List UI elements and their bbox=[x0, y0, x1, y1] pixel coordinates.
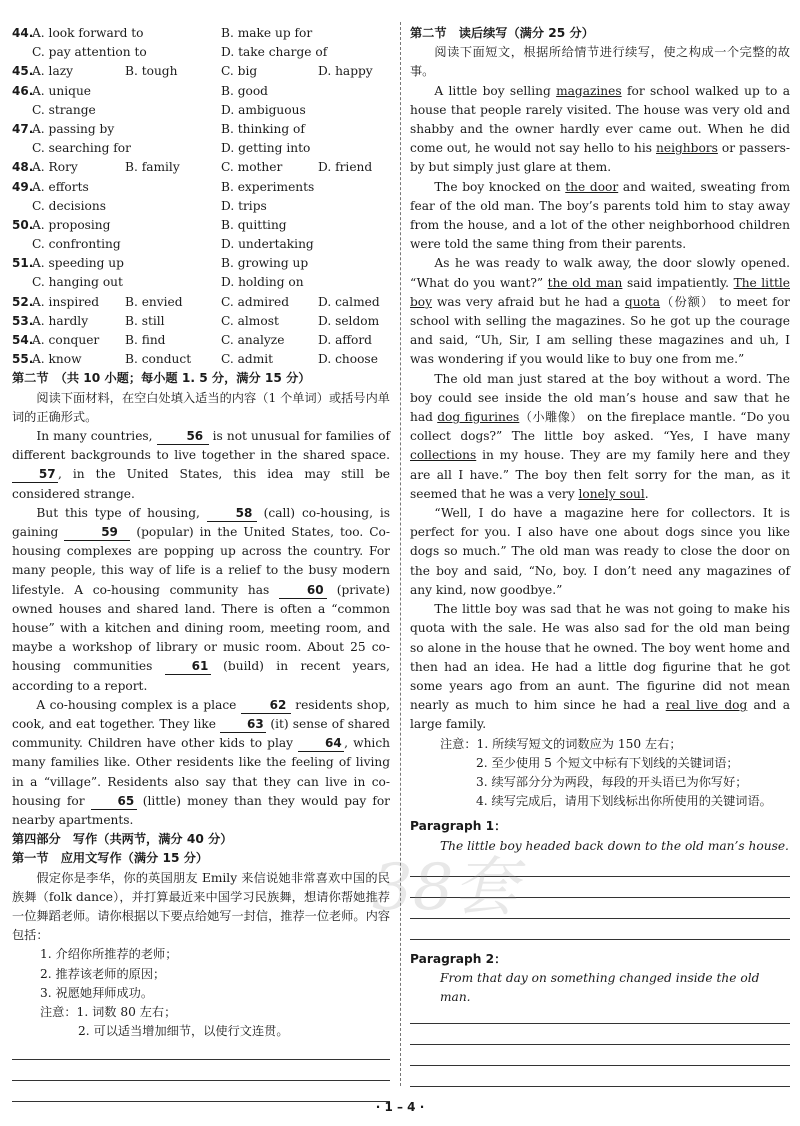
option-right[interactable]: D. holding on bbox=[221, 275, 304, 290]
writing-note-1: 注意：1. 词数 80 左右； bbox=[40, 1005, 177, 1020]
question-number: 47. bbox=[12, 121, 34, 136]
option-a[interactable]: A. hardly bbox=[32, 313, 89, 328]
continuation-note-3: 3. 续写部分分为两段，每段的开头语已为你写好； bbox=[476, 774, 748, 789]
keyword: the old man bbox=[547, 275, 623, 290]
passage-paragraph-2: But this type of housing, 58 (call) co-housing, is gaining 59 (popular) in the United States, too. Co-housing complexes are popping up across the country. For many people, this way of life is a relief to the busy modern lifestyle. A co-housing community has 60 (private) owned houses and shared land. There is often a “common house” with a kitchen and dining room, meeting room, and maybe a workshop of library or music room. About 25 co-housing communities 61 (build) in recent years, according to a report. bbox=[12, 505, 390, 693]
question-number: 46. bbox=[12, 83, 34, 98]
passage-paragraph-1: In many countries, 56 is not unusual for families of different backgrounds to live together in the shared space. 57 , in the United States, this idea may still be considered strange. bbox=[12, 428, 390, 501]
continuation-note-1: 注意：1. 所续写短文的词数应为 150 左右； bbox=[440, 736, 682, 751]
question-number: 49. bbox=[12, 179, 34, 194]
section-2-instruction: 阅读下面材料，在空白处填入适当的内容（1 个单词）或括号内单词的正确形式。 bbox=[12, 390, 390, 424]
left-column bbox=[12, 24, 390, 1102]
continuation-note-2: 2. 至少使用 5 个短文中标有下划线的关键词语； bbox=[476, 755, 739, 770]
keyword: neighbors bbox=[656, 141, 718, 156]
option-b[interactable]: B. family bbox=[125, 160, 180, 175]
blank-58[interactable]: 58 bbox=[207, 506, 257, 522]
question-row bbox=[12, 120, 390, 139]
keyword: The little boy bbox=[410, 275, 790, 309]
option-d[interactable]: D. calmed bbox=[318, 294, 380, 309]
option-b[interactable]: B. find bbox=[125, 333, 166, 347]
option-left[interactable]: C. pay attention to bbox=[32, 45, 147, 60]
paragraph-1-opening: The little boy headed back down to the old man’s house. bbox=[440, 838, 789, 853]
question-row bbox=[12, 197, 390, 216]
option-d[interactable]: D. afford bbox=[318, 333, 372, 347]
option-c[interactable]: C. admired bbox=[221, 294, 290, 309]
question-row bbox=[12, 24, 390, 43]
question-number: 45. bbox=[12, 64, 34, 79]
question-number: 48. bbox=[12, 160, 34, 175]
question-number: 50. bbox=[12, 217, 34, 232]
question-row bbox=[12, 312, 390, 331]
option-left[interactable]: C. hanging out bbox=[32, 275, 123, 290]
part-4-title: 第四部分 写作（共两节，满分 40 分） bbox=[12, 832, 233, 847]
writing-prompt: 假定你是李华，你的英国朋友 Emily 来信说她非常喜欢中国的民族舞（folk dance），并打算最近来中国学习民族舞，想请你帮她推荐一位舞蹈老师。请你根据以下要点给她写一封信，推荐一位老师。内容包括： bbox=[12, 870, 390, 943]
story-paragraph-3: As he was ready to walk away, the door slowly opened. “What do you want?” the old man said impatiently. The little boy was very afraid but he had a quota（份额） to meet for school with selling the magazines. So he got up the courage and said, “Uh, Sir, I am selling these magazines and uh, I was wondering if you would like to buy one from me.” bbox=[410, 256, 790, 367]
question-number: 52. bbox=[12, 294, 34, 309]
question-number: 53. bbox=[12, 313, 34, 328]
option-c[interactable]: C. mother bbox=[221, 160, 283, 175]
option-d[interactable]: D. choose bbox=[318, 352, 378, 367]
keyword: quota bbox=[624, 294, 661, 309]
option-left[interactable]: A. passing by bbox=[32, 121, 115, 136]
option-right[interactable]: D. ambiguous bbox=[221, 102, 306, 117]
question-row bbox=[12, 331, 390, 350]
option-right[interactable]: B. quitting bbox=[221, 217, 287, 232]
option-d[interactable]: D. seldom bbox=[318, 313, 380, 328]
question-row bbox=[12, 273, 390, 292]
section-2-title: 第二节 （共 10 小题；每小题 1. 5 分，满分 15 分） bbox=[12, 371, 311, 386]
option-right[interactable]: B. good bbox=[221, 83, 268, 98]
option-c[interactable]: C. big bbox=[221, 64, 258, 79]
question-number: 55. bbox=[12, 352, 34, 367]
option-a[interactable]: A. lazy bbox=[32, 64, 74, 79]
blank-65[interactable]: 65 bbox=[91, 794, 137, 810]
blank-63[interactable]: 63 bbox=[220, 717, 266, 733]
option-a[interactable]: A. conquer bbox=[32, 333, 100, 347]
paragraph-2-opening: From that day on something changed inside the old man. bbox=[440, 970, 760, 1005]
blank-57[interactable]: 57 bbox=[12, 467, 58, 483]
question-row bbox=[12, 254, 390, 273]
option-left[interactable]: C. strange bbox=[32, 102, 96, 117]
writing-section-1-title: 第一节 应用文写作（满分 15 分） bbox=[12, 851, 209, 866]
column-divider bbox=[400, 22, 401, 1086]
writing-point-3: 3. 祝愿她拜师成功。 bbox=[40, 985, 154, 1000]
option-b[interactable]: B. conduct bbox=[125, 352, 192, 367]
paragraph-2-label: Paragraph 2： bbox=[410, 951, 507, 966]
writing-point-2: 2. 推荐该老师的原因； bbox=[40, 966, 166, 981]
question-row bbox=[12, 178, 390, 197]
answer-line[interactable] bbox=[410, 1086, 790, 1087]
blank-59[interactable]: 59 bbox=[64, 525, 130, 541]
story-paragraph-1: A little boy selling magazines for school walked up to a house that people rarely visited. The house was very old and shabby and the owner hardly ever came out. When he did come out, he would not say hello to his neighbors or passers-by but simply just glare at them. bbox=[410, 83, 790, 175]
story-paragraph-2: The boy knocked on the door and waited, sweating from fear of the old man. The boy’s parents told him to stay away from the house, and a lot of the other neighborhood children were told the same thing from their parents. bbox=[410, 179, 791, 252]
option-right[interactable]: D. trips bbox=[221, 198, 267, 213]
story-paragraph-5: “Well, I do have a magazine here for collectors. It is perfect for you. I also have one about dogs since you like dogs so much.” The old man was ready to close the door on the boy and said, “No, boy. I don’t need any magazines of any kind, now goodbye.” bbox=[410, 506, 790, 597]
option-c[interactable]: C. analyze bbox=[221, 333, 285, 347]
writing-note-2: 2. 可以适当增加细节，以使行文连贯。 bbox=[78, 1024, 289, 1039]
blank-60[interactable]: 60 bbox=[279, 583, 327, 599]
option-b[interactable]: B. tough bbox=[125, 64, 178, 79]
question-row bbox=[12, 62, 390, 81]
option-right[interactable]: B. growing up bbox=[221, 256, 309, 271]
question-row bbox=[12, 82, 390, 101]
option-right[interactable]: D. take charge of bbox=[221, 45, 328, 60]
option-a[interactable]: A. inspired bbox=[32, 294, 100, 309]
story-paragraph-6: The little boy was sad that he was not going to make his quota with the sale. He was also sad for the old man being so alone in the house that he owned. The boy went home and then had an idea. He had a little dog figurine that he got some years ago from an aunt. The figurine did not mean nearly as much to him since he had a real live dog and a large family. bbox=[410, 602, 790, 732]
keyword: collections bbox=[410, 448, 477, 463]
passage-paragraph-3: A co-housing complex is a place 62 residents shop, cook, and eat together. They like 63 (it) sense of shared community. Children have other kids to play 64 , which many families like. Other residents like the feeling of living in a “village”. Residents also say that they can live in co-housing for 65 (little) money than they would pay for nearby apartments. bbox=[12, 697, 391, 828]
option-left[interactable]: C. searching for bbox=[32, 141, 131, 156]
option-right[interactable]: D. getting into bbox=[221, 141, 311, 156]
option-b[interactable]: B. envied bbox=[125, 294, 183, 309]
right-column bbox=[410, 24, 790, 1087]
question-number: 51. bbox=[12, 256, 34, 271]
blank-61[interactable]: 61 bbox=[165, 659, 211, 675]
writing-point-1: 1. 介绍你所推荐的老师； bbox=[40, 947, 178, 962]
continuation-note-4: 4. 续写完成后，请用下划线标出你所使用的关键词语。 bbox=[476, 794, 772, 809]
option-left[interactable]: A. unique bbox=[32, 83, 92, 98]
keyword: the door bbox=[565, 179, 619, 194]
option-left[interactable]: A. look forward to bbox=[32, 26, 144, 40]
option-left[interactable]: A. speeding up bbox=[32, 256, 124, 271]
option-left[interactable]: A. proposing bbox=[32, 217, 111, 232]
option-left[interactable]: C. decisions bbox=[32, 198, 106, 213]
blank-64[interactable]: 64 bbox=[298, 736, 344, 752]
keyword: lonely soul bbox=[578, 486, 645, 501]
question-row bbox=[12, 101, 390, 120]
option-right[interactable]: D. undertaking bbox=[221, 237, 314, 252]
option-c[interactable]: C. admit bbox=[221, 352, 274, 367]
keyword: real live dog bbox=[665, 698, 748, 713]
option-a[interactable]: A. know bbox=[32, 352, 82, 367]
paragraph-1-label: Paragraph 1： bbox=[410, 819, 507, 834]
continuation-writing-title: 第二节 读后续写（满分 25 分） bbox=[410, 26, 594, 40]
question-row bbox=[12, 235, 390, 254]
option-right[interactable]: B. experiments bbox=[221, 179, 315, 194]
question-number: 44. bbox=[12, 26, 34, 40]
option-d[interactable]: D. happy bbox=[318, 64, 373, 79]
option-left[interactable]: C. confronting bbox=[32, 237, 121, 252]
option-b[interactable]: B. still bbox=[125, 313, 165, 328]
keyword: magazines bbox=[556, 83, 622, 98]
option-a[interactable]: A. Rory bbox=[32, 160, 78, 175]
option-right[interactable]: B. thinking of bbox=[221, 121, 305, 136]
story-paragraph-4: The old man just stared at the boy without a word. The boy could see inside the old man’s house and saw that he had dog figurines（小雕像） on the fireplace mantle. “Do you collect dogs?” The little boy asked. “Yes, I have many collections in my house. They are my family here and they are all I have.” The boy then felt sorry for the man, as it seemed that he was a very lonely soul. bbox=[410, 371, 791, 501]
question-number: 54. bbox=[12, 333, 34, 347]
option-left[interactable]: A. efforts bbox=[32, 179, 89, 194]
question-row bbox=[12, 216, 390, 235]
blank-56[interactable]: 56 bbox=[157, 429, 209, 445]
question-row bbox=[12, 139, 390, 158]
question-row bbox=[12, 293, 390, 312]
page-number: · 1 – 4 · bbox=[375, 1100, 425, 1114]
question-row bbox=[12, 350, 390, 369]
option-right[interactable]: B. make up for bbox=[221, 26, 313, 40]
watermark-logo: 38套 bbox=[372, 851, 518, 925]
continuation-instruction: 阅读下面短文，根据所给情节进行续写，使之构成一个完整的故事。 bbox=[410, 45, 790, 79]
question-row bbox=[12, 158, 390, 177]
option-c[interactable]: C. almost bbox=[221, 313, 279, 328]
blank-62[interactable]: 62 bbox=[241, 698, 291, 714]
options-list bbox=[12, 24, 390, 369]
question-row bbox=[12, 43, 390, 62]
keyword: dog figurines bbox=[437, 410, 520, 425]
option-d[interactable]: D. friend bbox=[318, 160, 373, 175]
